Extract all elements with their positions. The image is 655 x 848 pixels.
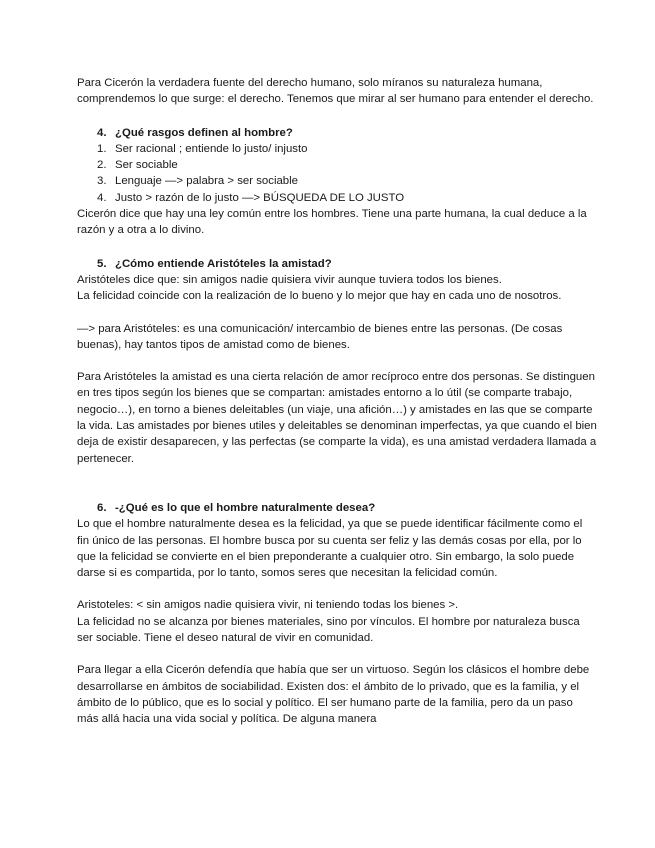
list-item-number: 3. [97,175,107,188]
paragraph: Para Aristóteles la amistad es una cierta relación de amor recíproco entre dos personas. Se distinguen en tres tipos según los bienes que se compartan: amistades entorno a lo útil (se comparte trabajo, negocio…), en torno a bienes deleitables (un viaje, una afición…) y amistades en las que se comparte la vida. Las amistades por bienes utiles y deleitables se denominan imperfectas, ya que cuando el bien deja de existir desaparecen, y las perfectas (se comparte la vida), es una amistad verdadera llamada a pertenecer. [77,371,597,465]
heading-question-4 [97,125,597,141]
list-item-text: Lenguaje —> palabra > ser sociable [115,175,299,188]
heading-question-5 [97,256,597,272]
list-item-text: Ser sociable [115,159,178,172]
section-question-6 [77,500,597,728]
section-question-4 [77,125,597,239]
paragraph: —> para Aristóteles: es una comunicación/ intercambio de bienes entre las personas. (De cosas buenas), hay tantos tipos de amistad como de bienes. [77,322,563,351]
heading-number: 5. [97,257,107,270]
heading-number: 4. [97,126,107,139]
list-item-text: Justo > razón de lo justo —> BÚSQUEDA DE LO JUSTO [115,191,405,204]
paragraph: Cicerón dice que hay una ley común entre los hombres. Tiene una parte humana, la cual deduce a la razón y a otra a lo divino. [77,208,587,237]
list-item [97,141,597,157]
list-item-number: 2. [97,159,107,172]
heading-number: 6. [97,501,107,514]
list-item-text: Ser racional ; entiende lo justo/ injusto [115,142,308,155]
list-item [97,157,597,173]
list-item-number: 4. [97,191,107,204]
paragraph: La felicidad coincide con la realización de lo bueno y lo mejor que hay en cada uno de nosotros. [77,290,562,303]
paragraph: La felicidad no se alcanza por bienes materiales, sino por vínculos. El hombre por naturaleza busca ser sociable. Tiene el deseo natural de vivir en comunidad. [77,615,580,645]
paragraph: Para llegar a ella Cicerón defendía que había que ser un virtuoso. Según los clásicos el hombre debe desarrollarse en ámbitos de sociabilidad. Existen dos: el ámbito de lo privado, que es la familia, y el ámbito de lo público, que es lo social y político. El ser humano parte de la familia, pero da un paso más allá hacia una vida social y política. De alguna manera [77,664,590,726]
document-page [77,75,597,728]
intro-paragraph: Para Cicerón la verdadera fuente del derecho humano, solo míranos su naturaleza humana, comprendemos lo que surge: el derecho. Tenemos que mirar al ser humano para entender el derecho. [77,77,594,106]
heading-text: -¿Qué es lo que el hombre naturalmente desea? [115,501,376,514]
list-item [97,190,597,206]
heading-text: ¿Qué rasgos definen al hombre? [115,126,293,139]
list-item-number: 1. [97,142,107,155]
heading-question-6 [97,500,597,516]
section-question-5 [77,256,597,467]
paragraph: Aristóteles dice que: sin amigos nadie quisiera vivir aunque tuviera todos los bienes. [77,273,502,286]
paragraph: Aristoteles: < sin amigos nadie quisiera vivir, ni teniendo todas los bienes >. [77,599,459,612]
list-item [97,173,597,189]
heading-text: ¿Cómo entiende Aristóteles la amistad? [115,257,332,270]
traits-list [77,141,597,206]
paragraph: Lo que el hombre naturalmente desea es la felicidad, ya que se puede identificar fácilmente como el fin único de las personas. El hombre busca por su cuenta ser feliz y las demás cosas por ella, por lo que la felicidad se convierte en el bien preponderante a cualquier otro. Sin embargo, la solo puede darse si es compartida, por lo tanto, somos seres que necesitan la felicidad común. [77,518,583,580]
